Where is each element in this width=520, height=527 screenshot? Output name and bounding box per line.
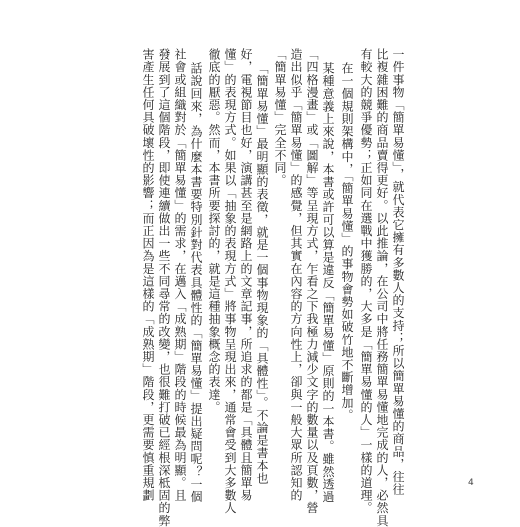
text-column: 一件事物「簡單易懂」，就代表它擁有多數人的支持；所以簡單易懂的商品，往往 <box>391 48 405 496</box>
text-column: 話說回來，為什麼本書要特別針對代表具體性的「簡單易懂」提出疑問呢？一個 <box>189 62 203 503</box>
text-column: 某種意義上來說，本書或許可以算是違反「簡單易懂」原則的一本書。雖然透過 <box>321 62 335 503</box>
text-column: 徹底的厭惡。然而，本書所要探討的，就是這種抽象概念的表達。 <box>207 48 221 414</box>
text-column: 害產生任何具破壞性的影響；而正因為是這樣的「成熟期」階段，更需要慎重規劃 <box>141 48 155 502</box>
text-column: 「四格漫畫」或「圖解」等呈現方式，乍看之下我極力減少文字的數量以及頁數，營 <box>305 48 319 515</box>
text-column: 「簡單易懂」最明顯的表徵，就是一個事物現象的「具體性」。不論是書本也 <box>255 62 269 485</box>
text-column: 有較大的競爭優勢；正如同在選戰中獲勝的，大多是「簡單易懂的人」一樣的道理。 <box>359 48 373 515</box>
text-column: 懂」的表現方式。如果以「抽象的表現方式」將事物呈現出來，通常會受到大多數人 <box>223 48 237 515</box>
text-column: 比複雜困難的商品賣得更好。以此推論，在公司中將任務簡單易懂地完成的人，必然具 <box>375 48 389 527</box>
text-column: 發展到了這個階段，即使連續做出一些不同尋常的改變，也很難打破已經根深柢固的弊 <box>157 48 171 527</box>
page-number: 4 <box>468 478 474 488</box>
text-column: 社會或組織對於「簡單易懂」的需求，在邁入「成熟期」階段的時候最為明顯。且 <box>173 48 187 502</box>
text-column: 「簡單易懂」完全不同。 <box>273 48 287 187</box>
text-column: 在一個規則架構中，「簡單易懂」的事物會勢如破竹地不斷增加。 <box>340 62 354 422</box>
text-column: 造出似乎「簡單易懂」的感覺，但其實在內容的方向性上，卻與一般大眾所認知的 <box>289 48 303 502</box>
text-column: 好，電視節目也好，演講甚至是網路上的文章記事，所追求的都是「具體且簡單易 <box>239 48 253 502</box>
